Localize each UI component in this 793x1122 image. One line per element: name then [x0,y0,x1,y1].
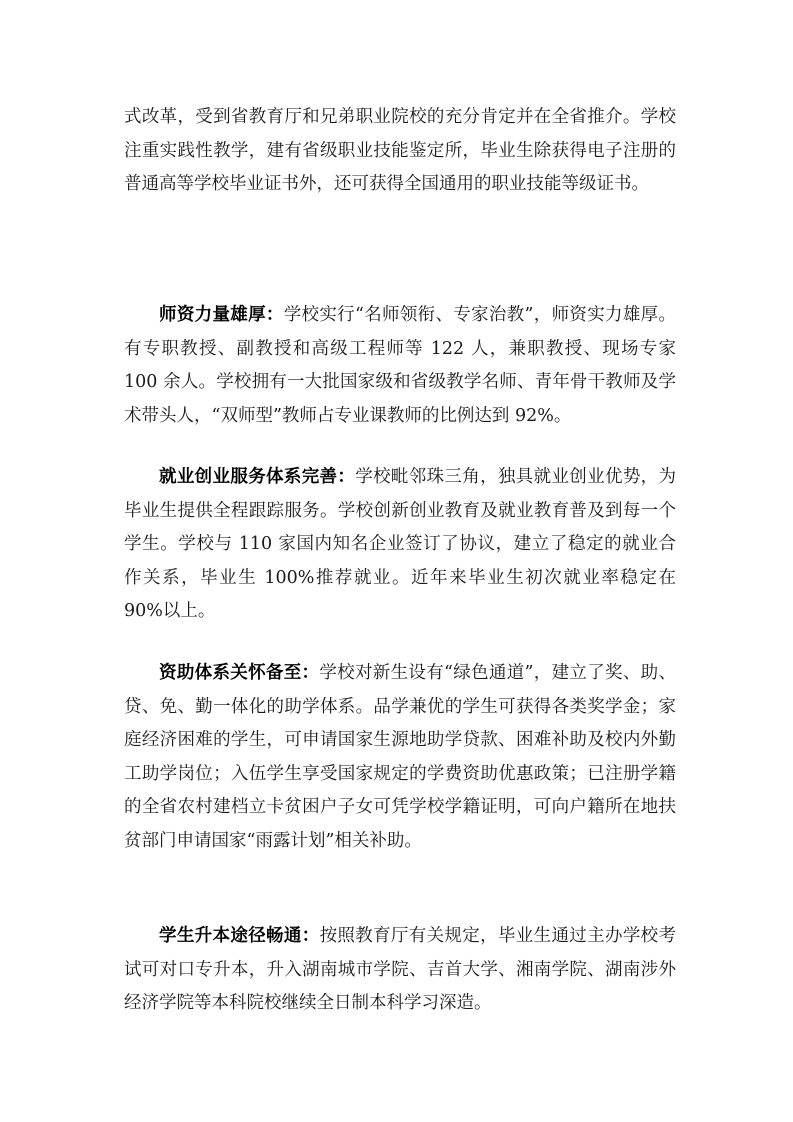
paragraph-heading: 学生升本途径畅通： [159,926,320,946]
paragraph-heading: 资助体系关怀备至： [159,663,320,683]
paragraph-text: 学校毗邻珠三角，独具就业创业优势，为毕业生提供全程跟踪服务。学校创新创业教育及就业教育普及到每一个学生。学校与 110 家国内知名企业签订了协议，建立了稳定的就业合作关系，毕业生 100%推荐就业。近年来毕业生初次就业率稳定在 90%以上。 [124,467,677,621]
paragraph-faculty [124,299,676,433]
paragraph-employment [124,461,676,629]
paragraph-text: 按照教育厅有关规定，毕业生通过主办学校考试可对口专升本，升入湖南城市学院、吉首大学、湘南学院、湖南涉外经济学院等本科院校继续全日制本科学习深造。 [124,926,677,1013]
paragraph-financial-aid [124,657,676,858]
paragraph-text: 学校实行“名师领衔、专家治教”，师资实力雄厚。有专职教授、副教授和高级工程师等 122 人，兼职教授、现场专家 100 余人。学校拥有一大批国家级和省级教学名师、青年骨干教师及学术带头人，“双师型”教师占专业课教师的比例达到 92%。 [124,305,676,426]
paragraph-text: 式改革，受到省教育厅和兄弟职业院校的充分肯定并在全省推介。学校注重实践性教学，建有省级职业技能鉴定所，毕业生除获得电子注册的普通高等学校毕业证书外，还可获得全国通用的职业技能等级证书。 [124,107,676,194]
paragraph-heading: 师资力量雄厚： [159,305,284,325]
paragraph-text: 学校对新生设有“绿色通道”，建立了奖、助、贷、免、勤一体化的助学体系。品学兼优的学生可获得各类奖学金；家庭经济困难的学生，可申请国家生源地助学贷款、困难补助及校内外勤工助学岗位；入伍学生享受国家规定的学费资助优惠政策；已注册学籍的全省农村建档立卡贫困户子女可凭学校学籍证明，可向户籍所在地扶贫部门申请国家“雨露计划”相关补助。 [124,663,676,851]
paragraph-heading: 就业创业服务体系完善： [159,467,356,487]
paragraph-teaching-reform [124,101,676,202]
paragraph-upgrade-path [124,920,676,1021]
